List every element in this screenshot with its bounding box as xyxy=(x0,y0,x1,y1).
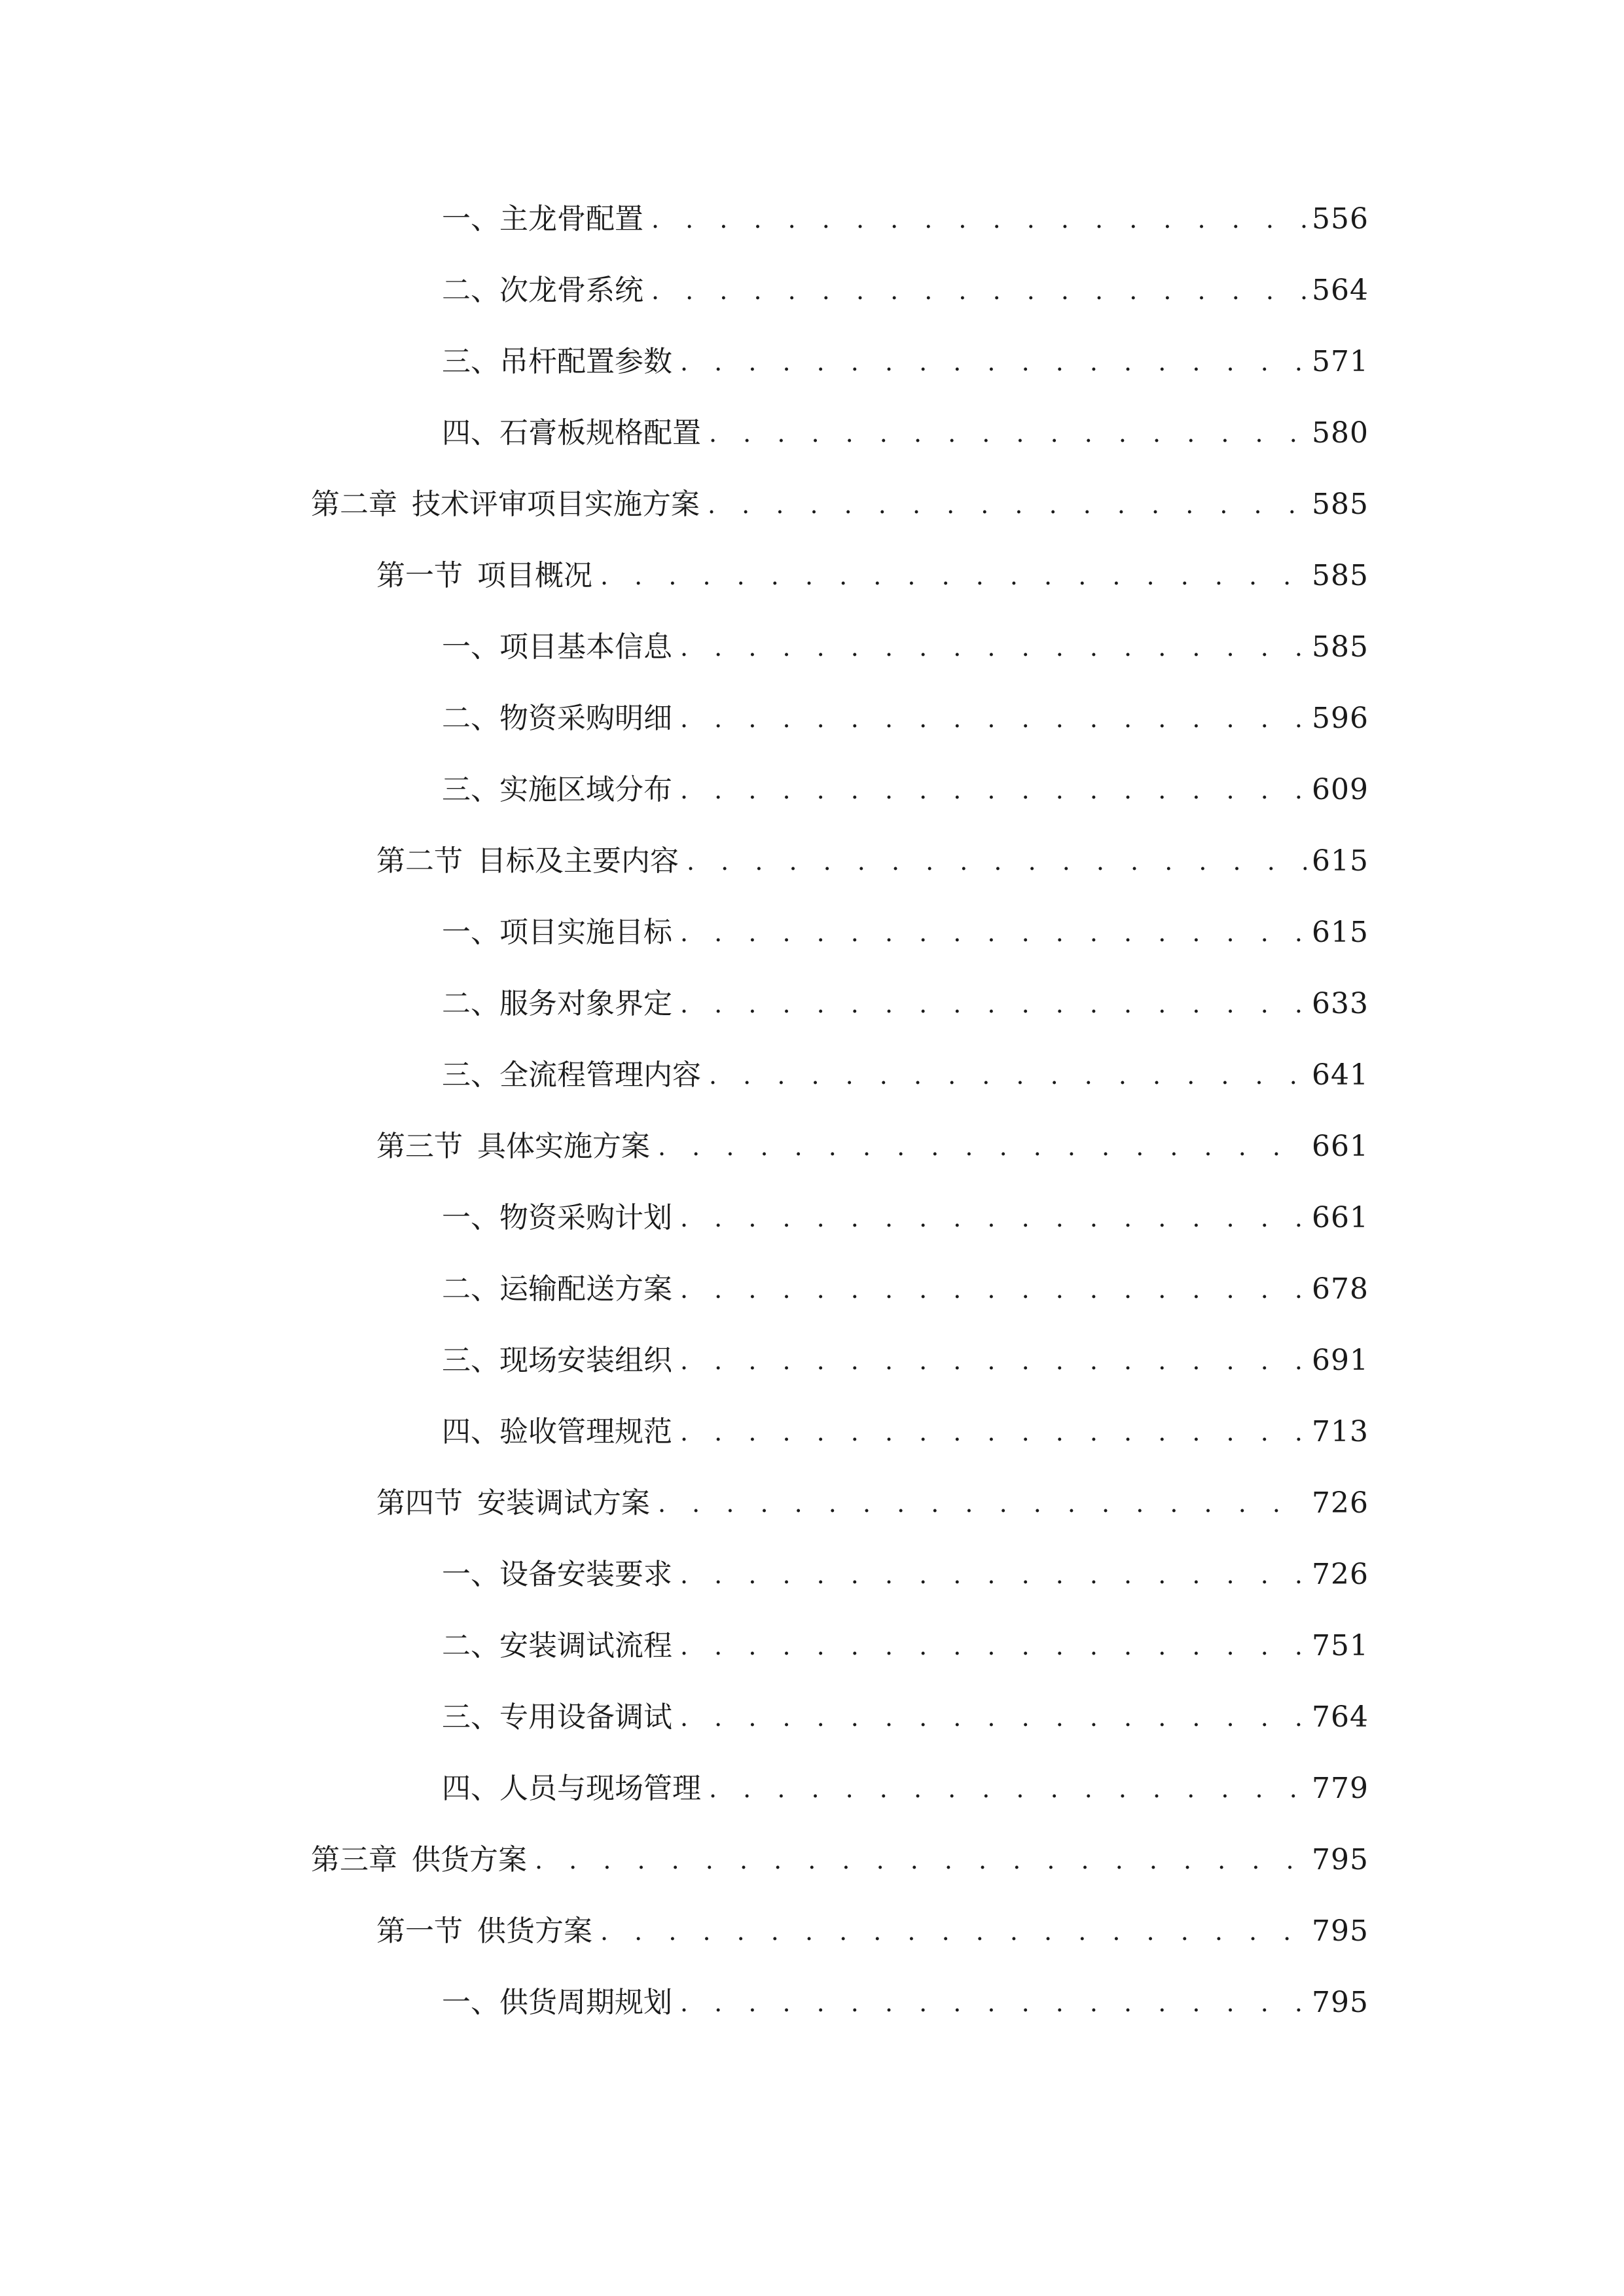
toc-entry[interactable] xyxy=(442,336,1369,388)
toc-page-number: 726 xyxy=(1312,1558,1369,1591)
toc-page-number: 556 xyxy=(1312,202,1369,236)
toc-page-number: 615 xyxy=(1312,916,1369,949)
dot-leader xyxy=(535,1834,1307,1886)
dot-leader xyxy=(680,621,1307,673)
toc-page-number: 633 xyxy=(1312,987,1369,1020)
toc-number: 一、 xyxy=(442,202,499,236)
dot-leader xyxy=(680,978,1307,1030)
toc-page-number: 678 xyxy=(1312,1272,1369,1306)
toc-entry[interactable] xyxy=(376,1121,1369,1173)
toc-entry[interactable] xyxy=(442,692,1369,745)
toc-entry[interactable] xyxy=(442,1335,1369,1387)
toc-page-number: 661 xyxy=(1312,1201,1369,1234)
toc-page-number: 691 xyxy=(1312,1344,1369,1377)
toc-number: 二、 xyxy=(442,987,499,1020)
dot-leader xyxy=(709,407,1307,459)
toc-number: 二、 xyxy=(442,1629,499,1662)
dot-leader xyxy=(708,478,1307,531)
toc-entry[interactable] xyxy=(442,1620,1369,1672)
toc-title: 项目实施目标 xyxy=(499,916,672,949)
toc-page-number: 585 xyxy=(1312,488,1369,521)
toc-entry[interactable] xyxy=(442,1977,1369,2029)
dot-leader xyxy=(680,1549,1307,1601)
toc-title: 验收管理规范 xyxy=(499,1415,672,1448)
dot-leader xyxy=(709,1763,1307,1815)
toc-number: 二、 xyxy=(442,274,499,307)
toc-page-number: 795 xyxy=(1312,1914,1369,1948)
dot-leader xyxy=(600,550,1307,602)
toc-number: 一、 xyxy=(442,1558,499,1591)
toc-title: 实施区域分布 xyxy=(499,773,672,806)
toc-page-number: 596 xyxy=(1312,702,1369,735)
toc-title: 项目基本信息 xyxy=(499,630,672,664)
toc-number: 三、 xyxy=(442,773,499,806)
toc-number: 三、 xyxy=(442,1058,499,1092)
dot-leader xyxy=(658,1477,1307,1530)
toc-page-number: 585 xyxy=(1312,630,1369,664)
toc-title: 项目概况 xyxy=(477,559,592,592)
toc-number: 第一节 xyxy=(376,1914,463,1948)
dot-leader xyxy=(680,1620,1307,1672)
toc-entry[interactable] xyxy=(442,1263,1369,1316)
toc-title: 运输配送方案 xyxy=(499,1272,672,1306)
toc-title: 次龙骨系统 xyxy=(499,274,643,307)
toc-title: 服务对象界定 xyxy=(499,987,672,1020)
toc-number: 一、 xyxy=(442,630,499,664)
toc-title: 设备安装要求 xyxy=(499,1558,672,1591)
toc-page-number: 571 xyxy=(1312,345,1369,378)
toc-page-number: 661 xyxy=(1312,1130,1369,1163)
dot-leader xyxy=(651,264,1307,317)
toc-number: 第三章 xyxy=(311,1843,397,1876)
toc-title: 技术评审项目实施方案 xyxy=(412,488,700,521)
toc-entry[interactable] xyxy=(376,1905,1369,1958)
toc-title: 目标及主要内容 xyxy=(477,844,679,878)
toc-entry[interactable] xyxy=(442,621,1369,673)
toc-number: 第二章 xyxy=(311,488,397,521)
toc-number: 四、 xyxy=(442,1772,499,1805)
toc-title: 现场安装组织 xyxy=(499,1344,672,1377)
toc-entry[interactable] xyxy=(442,1763,1369,1815)
toc-number: 四、 xyxy=(442,416,499,450)
toc-page-number: 615 xyxy=(1312,844,1369,878)
toc-entry[interactable] xyxy=(376,1477,1369,1530)
toc-entry[interactable] xyxy=(442,1691,1369,1744)
toc-entry[interactable] xyxy=(442,1549,1369,1601)
toc-title: 物资采购计划 xyxy=(499,1201,672,1234)
toc-entry[interactable] xyxy=(442,407,1369,459)
toc-title: 供货方案 xyxy=(412,1843,527,1876)
dot-leader xyxy=(658,1121,1307,1173)
toc-entry[interactable] xyxy=(442,264,1369,317)
toc-number: 第二节 xyxy=(376,844,463,878)
dot-leader xyxy=(680,1192,1307,1244)
dot-leader xyxy=(680,1335,1307,1387)
toc-entry[interactable] xyxy=(442,1192,1369,1244)
toc-number: 第一节 xyxy=(376,559,463,592)
toc-page-number: 795 xyxy=(1312,1986,1369,2019)
dot-leader xyxy=(680,1977,1307,2029)
toc-page-number: 564 xyxy=(1312,274,1369,307)
toc-number: 第四节 xyxy=(376,1486,463,1520)
toc-number: 一、 xyxy=(442,916,499,949)
toc-entry[interactable] xyxy=(442,906,1369,959)
toc-page-number: 585 xyxy=(1312,559,1369,592)
toc-title: 吊杆配置参数 xyxy=(499,345,672,378)
toc-entry[interactable] xyxy=(442,193,1369,245)
toc-number: 三、 xyxy=(442,1700,499,1734)
toc-entry[interactable] xyxy=(376,835,1369,888)
toc-number: 二、 xyxy=(442,1272,499,1306)
toc-number: 一、 xyxy=(442,1201,499,1234)
dot-leader xyxy=(680,336,1307,388)
dot-leader xyxy=(600,1905,1307,1958)
toc-page-number: 713 xyxy=(1312,1415,1369,1448)
dot-leader xyxy=(680,692,1307,745)
toc-number: 第三节 xyxy=(376,1130,463,1163)
toc-entry[interactable] xyxy=(311,478,1369,531)
toc-number: 一、 xyxy=(442,1986,499,2019)
toc-entry[interactable] xyxy=(311,1834,1369,1886)
toc-entry[interactable] xyxy=(442,978,1369,1030)
dot-leader xyxy=(680,1263,1307,1316)
toc-title: 安装调试流程 xyxy=(499,1629,672,1662)
toc-title: 具体实施方案 xyxy=(477,1130,650,1163)
toc-number: 二、 xyxy=(442,702,499,735)
dot-leader xyxy=(687,835,1307,888)
toc-title: 供货周期规划 xyxy=(499,1986,672,2019)
toc-page-number: 641 xyxy=(1312,1058,1369,1092)
toc-title: 主龙骨配置 xyxy=(499,202,643,236)
dot-leader xyxy=(651,193,1307,245)
dot-leader xyxy=(709,1049,1307,1102)
dot-leader xyxy=(680,906,1307,959)
toc-entry[interactable] xyxy=(376,550,1369,602)
toc-title: 供货方案 xyxy=(477,1914,592,1948)
toc-page-number: 726 xyxy=(1312,1486,1369,1520)
toc-entry[interactable] xyxy=(442,1406,1369,1458)
toc-title: 物资采购明细 xyxy=(499,702,672,735)
toc-number: 三、 xyxy=(442,345,499,378)
toc-page-number: 795 xyxy=(1312,1843,1369,1876)
dot-leader xyxy=(680,1406,1307,1458)
toc-title: 人员与现场管理 xyxy=(499,1772,701,1805)
toc-title: 全流程管理内容 xyxy=(499,1058,701,1092)
toc-page-number: 580 xyxy=(1312,416,1369,450)
toc-entry[interactable] xyxy=(442,1049,1369,1102)
toc-page-number: 751 xyxy=(1312,1629,1369,1662)
dot-leader xyxy=(680,764,1307,816)
toc-entry[interactable] xyxy=(442,764,1369,816)
toc-title: 专用设备调试 xyxy=(499,1700,672,1734)
toc-page-number: 764 xyxy=(1312,1700,1369,1734)
toc-number: 四、 xyxy=(442,1415,499,1448)
toc-title: 安装调试方案 xyxy=(477,1486,650,1520)
dot-leader xyxy=(680,1691,1307,1744)
toc-page-number: 779 xyxy=(1312,1772,1369,1805)
toc-number: 三、 xyxy=(442,1344,499,1377)
toc-title: 石膏板规格配置 xyxy=(499,416,701,450)
toc-page-number: 609 xyxy=(1312,773,1369,806)
